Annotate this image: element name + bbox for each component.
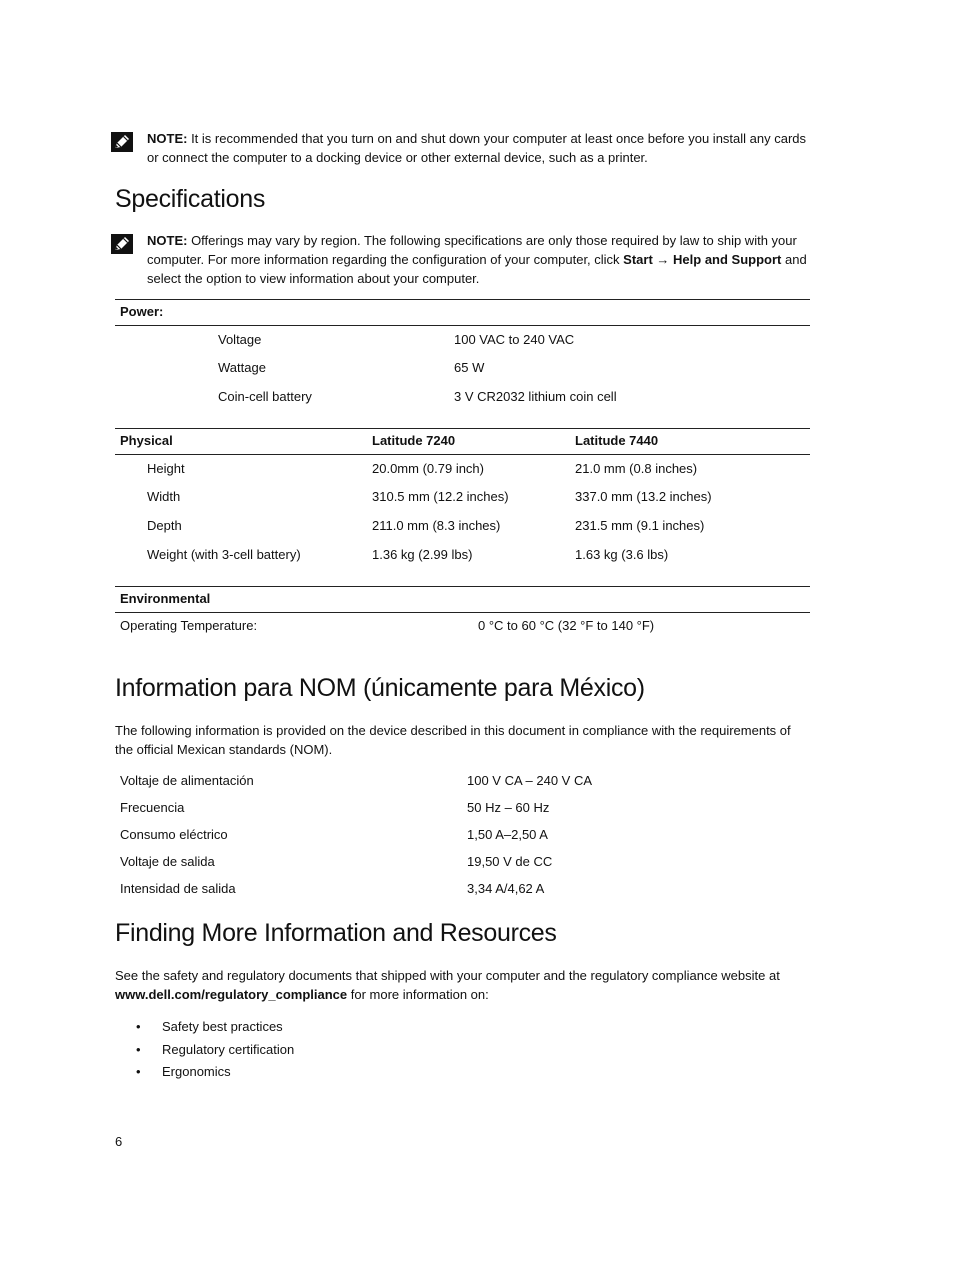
power-row-value: 100 VAC to 240 VAC [454,332,575,347]
note-text-end: and select the option to view information about your computer. [147,252,807,286]
latitude-7440-header: Latitude 7440 [575,433,659,448]
physical-row-7440: 1.63 kg (3.6 lbs) [575,547,669,562]
nom-row-value: 1,50 A–2,50 A [467,827,548,842]
nom-row-value: 100 V CA – 240 V CA [467,773,593,788]
power-row-label: Coin-cell battery [218,389,312,404]
help-support-label: Help and Support [673,252,782,267]
power-header: Power: [120,304,164,319]
list-item-text: Ergonomics [162,1064,231,1079]
list-item-text: Regulatory certification [162,1041,295,1057]
physical-row-label: Width [147,489,181,504]
physical-row-7240: 20.0mm (0.79 inch) [372,461,484,476]
physical-row-7240: 310.5 mm (12.2 inches) [372,489,509,504]
list-item-text: Safety best practices [162,1019,283,1034]
bullet-icon: • [136,1019,141,1034]
physical-row-label: Depth [147,518,182,533]
table-rule [115,299,810,300]
power-row-value: 3 V CR2032 lithium coin cell [454,389,617,404]
table-rule [115,428,810,429]
nom-row-label: Consumo eléctrico [120,827,228,842]
bullet-icon: • [136,1064,141,1079]
nom-row-label: Intensidad de salida [120,881,236,896]
note-label: NOTE: [147,131,188,146]
table-rule [115,586,810,587]
nom-row-value: 19,50 V de CC [467,854,553,869]
physical-row-7440: 337.0 mm (13.2 inches) [575,489,712,504]
physical-header: Physical [120,433,173,448]
start-menu-label: Start [623,252,653,267]
bullet-icon: • [136,1041,141,1057]
resources-heading: Finding More Information and Resources [115,919,557,947]
nom-row-label: Frecuencia [120,800,185,815]
specifications-heading: Specifications [115,185,266,213]
power-row-value: 65 W [454,360,485,375]
physical-row-7240: 1.36 kg (2.99 lbs) [372,547,473,562]
power-row-label: Wattage [218,360,266,375]
arrow-separator: → [652,252,674,267]
nom-row-value: 50 Hz – 60 Hz [467,800,550,815]
pencil-note-icon [111,132,133,152]
page-number: 6 [115,1134,123,1149]
physical-row-label: Weight (with 3-cell battery) [147,547,301,562]
table-rule [115,612,810,613]
note-text: It is recommended that you turn on and shut down your computer at least once before you install any cards or connect the computer to a docking device or other external device, such as a printer. [147,131,807,165]
environmental-row-label: Operating Temperature: [120,618,258,633]
note-installation [147,129,812,167]
environmental-row-value: 0 °C to 60 °C (32 °F to 140 °F) [478,618,655,633]
physical-row-7440: 231.5 mm (9.1 inches) [575,518,705,533]
note-offerings [147,231,812,288]
nom-row-label: Voltaje de alimentación [120,773,254,788]
physical-row-label: Height [147,461,185,476]
nom-row-value: 3,34 A/4,62 A [467,881,545,896]
nom-heading: Information para NOM (únicamente para México) [115,674,645,702]
regulatory-compliance-link[interactable]: www.dell.com/regulatory_compliance [115,987,348,1002]
latitude-7240-header: Latitude 7240 [372,433,456,448]
physical-row-7240: 211.0 mm (8.3 inches) [372,518,501,533]
note-label: NOTE: [147,233,188,248]
resources-intro-end: for more information on: [347,987,489,1002]
power-row-label: Voltage [218,332,262,347]
note-text: Offerings may vary by region. The following specifications are only those required by law to ship with your computer. For more information regarding the configuration of your computer, click [147,233,797,267]
environmental-header: Environmental [120,591,211,606]
nom-row-label: Voltaje de salida [120,854,215,869]
nom-intro: The following information is provided on the device described in this document in compliance with the requirements of the official Mexican standards (NOM). [115,723,791,757]
table-rule [115,454,810,455]
pencil-note-icon [111,234,133,254]
table-rule [115,325,810,326]
resources-intro [115,966,810,1004]
physical-row-7440: 21.0 mm (0.8 inches) [575,461,698,476]
resources-intro-text: See the safety and regulatory documents that shipped with your computer and the regulatory compliance website at [115,968,780,983]
